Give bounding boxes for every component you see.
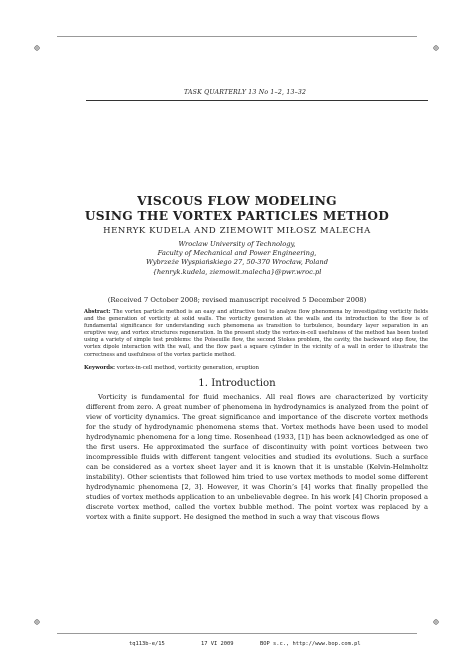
authors: HENRYK KUDELA AND ZIEMOWIT MIŁOSZ MALECHA [103,226,371,236]
abstract [84,309,428,359]
crop-mark-top-right [433,45,439,51]
affiliation-line: Wybrzeże Wyspiańskiego 27, 50-370 Wrocław, Poland [146,258,328,267]
section-heading: 1. Introduction [198,378,276,389]
abstract-label: Abstract: [84,309,111,315]
affiliation-email: {henryk.kudela, ziemowit.malecha}@pwr.wroc.pl [152,267,322,276]
crop-mark-bottom-right [433,619,439,625]
received-dates: (Received 7 October 2008; revised manuscript received 5 December 2008) [107,296,367,304]
affiliation [0,240,474,277]
abstract-text: The vortex particle method is an easy and attractive tool to analyze flow phenomena by investigating vorticity fields and the generation of vorticity at solid walls. The vorticity generation at the walls and its introduction to the flow is of fundamental significance for understanding such phenomena as transition to turbulence, boundary layer separation in an eruptive way, and vortex structures regeneration. In the present study the vortex-in-cell usefulness of the method has been tested using a variety of simple test problems: the Poiseuille flow, the second Stokes problem, the cavity, the backward step flow, the vortex dipole interaction with the wall, and the flow past a square cylinder in the vicinity of a wall in order to illustrate the correctness and usefulness of the vortex particle method. [84,309,428,358]
crop-line-top [57,36,417,37]
paper-title-line-2: USING THE VORTEX PARTICLES METHOD [84,209,390,223]
affiliation-line: Faculty of Mechanical and Power Engineering, [157,249,317,258]
paper-title-line-1: VISCOUS FLOW MODELING [137,194,337,208]
running-header: TASK QUARTERLY 13 No 1–2, 13–32 [184,89,307,96]
crop-mark-top-left [34,45,40,51]
keywords-label: Keywords: [84,365,115,371]
keywords [84,365,428,371]
crop-line-bottom [57,633,417,634]
crop-mark-bottom-left [34,619,40,625]
keywords-text: vortex-in-cell method, vorticity generation, eruption [116,365,260,371]
footer-publisher: BOP s.c., http://www.bop.com.pl [260,641,361,647]
footer-file-id: tq113b-e/15 [129,641,165,647]
body-paragraph: Vorticity is fundamental for fluid mechanics. All real flows are characterized by vorticity different from zero. A great number of phenomena in hydrodynamics is analyzed from the point of view of vorticity dynamics. The great significance and importance of the discrete vortex methods for the study of hydrodynamic phenomena stems that. Vortex methods have been used to model hydrodynamic phenomena for a long time. Rosenhead (1933, [1]) has been acknowledged as one of the first users. He approximated the surface of discontinuity with point vortices between two incompressible fluids with different tangent velocities and studied its evolutions. Such a surface can be considered as a vortex sheet layer and it is known that it is unstable (Kelvin-Helmholtz instability). Other scientists that followed him tried to use vortex methods to model some different hydrodynamic phenomena [2, 3]. However, it was Chorin’s [4] works that finally propelled the studies of vortex methods application to an unbelievable degree. In his work [4] Chorin proposed a discrete vortex method, called the vortex bubble method. The point vortex was replaced by a vortex with a finite support. He designed the method in such a way that viscous flows [86,393,428,521]
affiliation-line: Wroclaw University of Technology, [178,240,296,248]
footer-date: 17 VI 2009 [201,641,234,647]
body-text [86,392,428,522]
header-rule [86,100,428,101]
